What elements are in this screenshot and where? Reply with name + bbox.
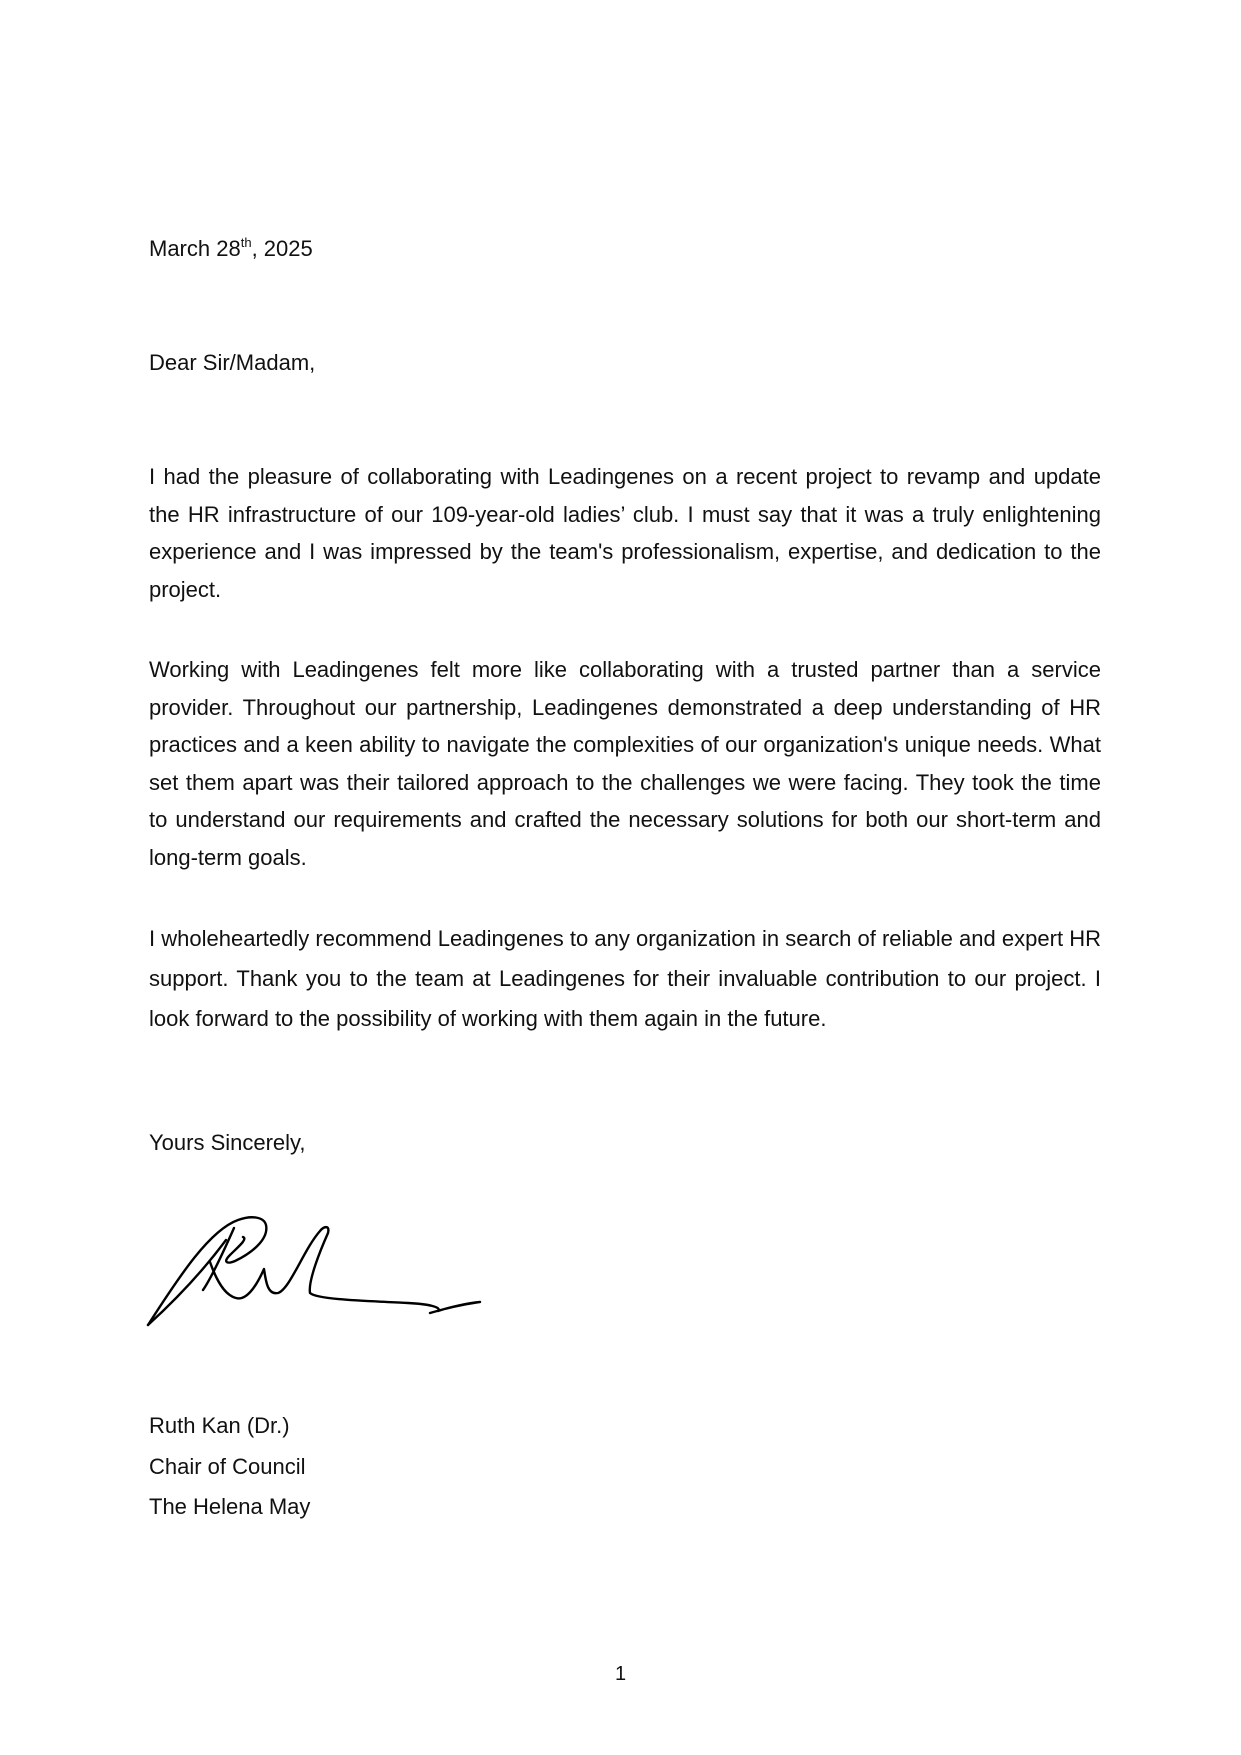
handwritten-signature xyxy=(140,1195,485,1335)
page-number: 1 xyxy=(614,1663,627,1685)
salutation: Dear Sir/Madam, xyxy=(149,350,316,375)
body-paragraph-3: I wholeheartedly recommend Leadingenes to any organization in search of reliable and expert HR support. Thank you to the team at Leadingenes for their invaluable contribution to our project. I look forward to the possibility of working with them again in the future. xyxy=(149,926,1101,1031)
letter-date xyxy=(149,231,313,267)
date-ordinal-suffix: th xyxy=(240,235,252,250)
signer-block xyxy=(149,1406,310,1528)
date-year: , 2025 xyxy=(251,236,313,261)
body-paragraph-2: Working with Leadingenes felt more like collaborating with a trusted partner than a service provider. Throughout our partnership, Leadingenes demonstrated a deep understanding of HR practices and a keen ability to navigate the complexities of our organization's unique needs. What set them apart was their tailored approach to the challenges we were facing. They took the time to understand our requirements and crafted the necessary solutions for both our short-term and long-term goals. xyxy=(149,657,1101,870)
body-paragraph-1: I had the pleasure of collaborating with Leadingenes on a recent project to revamp and update the HR infrastructure of our 109-year-old ladies’ club. I must say that it was a truly enlightening experience and I was impressed by the team's professionalism, expertise, and dedication to the project. xyxy=(149,464,1101,602)
signer-organization: The Helena May xyxy=(149,1494,311,1519)
date-month-day: March 28 xyxy=(149,236,241,261)
signer-name: Ruth Kan (Dr.) xyxy=(149,1413,290,1438)
closing: Yours Sincerely, xyxy=(149,1130,306,1155)
signer-title: Chair of Council xyxy=(149,1453,306,1479)
